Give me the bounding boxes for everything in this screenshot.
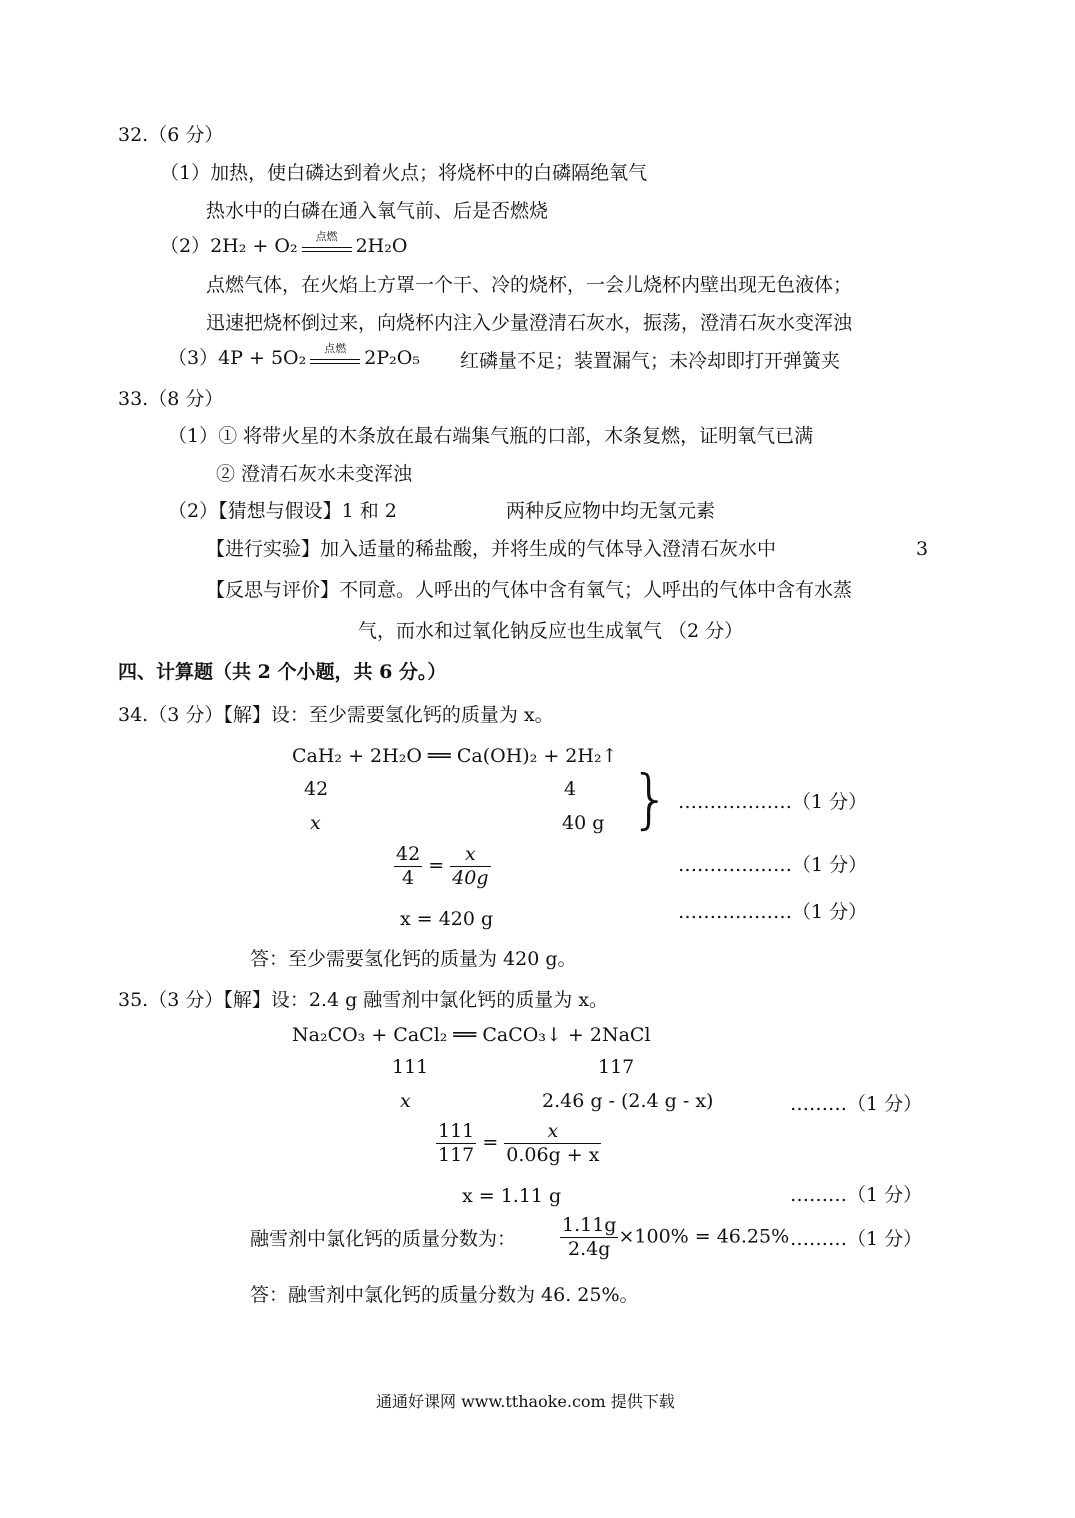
q34-header: 34.（3 分）【解】设：至少需要氢化钙的质量为 x。 (118, 704, 554, 726)
q34-score-1: ………………（1 分） (678, 791, 868, 813)
q32-part3-products: 2P₂O₅ (364, 347, 420, 369)
q35-header: 35.（3 分）【解】设：2.4 g 融雪剂中氯化钙的质量为 x。 (118, 989, 609, 1011)
numerator: 42 (396, 843, 421, 865)
q34-molar-right: 4 (564, 778, 577, 800)
q32-part3-label: （3） (168, 347, 219, 369)
q34-mass-left: x (310, 812, 321, 834)
q35-score-1: ………（1 分） (790, 1093, 923, 1115)
q33-part2-hypothesis: （2）【猜想与假设】1 和 2 (168, 500, 397, 522)
q32-header: 32.（6 分） (118, 124, 224, 146)
q32-part2-label: （2） (160, 235, 211, 257)
q34-score-3: ………………（1 分） (678, 901, 868, 923)
q35-ratio (436, 1122, 601, 1165)
denominator: 2.4g (568, 1238, 611, 1260)
q35-percentage (560, 1216, 789, 1259)
fraction-right (504, 1122, 601, 1165)
q32-part3-reasons: 红磷量不足；装置漏气；未冷却即打开弹簧夹 (460, 350, 841, 372)
numerator: 1.11g (562, 1214, 617, 1236)
equals-arrow-icon (302, 230, 352, 257)
fraction-percent (560, 1216, 618, 1259)
q32-part2-equation (160, 230, 408, 257)
q33-part1-line2: ② 澄清石灰水未变浑浊 (216, 463, 413, 485)
q34-answer: 答：至少需要氢化钙的质量为 420 g。 (250, 948, 577, 970)
q34-mass-right: 40 g (562, 812, 605, 834)
q34-result: x = 420 g (400, 908, 494, 930)
q33-part2-hypothesis-reason: 两种反应物中均无氢元素 (506, 500, 716, 522)
q32-part1-line2: 热水中的白磷在通入氧气前、后是否燃烧 (206, 200, 549, 222)
q35-mass-right: 2.46 g - (2.4 g - x) (542, 1090, 714, 1112)
q35-result: x = 1.11 g (462, 1185, 562, 1207)
numerator: 111 (438, 1120, 475, 1142)
q35-fraction-label: 融雪剂中氯化钙的质量分数为： (250, 1228, 517, 1250)
equals-arrow-icon (310, 342, 360, 369)
q35-answer: 答：融雪剂中氯化钙的质量分数为 46. 25%。 (250, 1284, 639, 1306)
q32-part2-line2: 点燃气体，在火焰上方罩一个干、冷的烧杯，一会儿烧杯内壁出现无色液体； (206, 274, 853, 296)
percentage-result: ×100% = 46.25% (618, 1225, 790, 1248)
q34-molar-left: 42 (304, 778, 329, 800)
q35-molar-right: 117 (598, 1056, 635, 1078)
denominator: 0.06g + x (506, 1144, 600, 1166)
denominator: 117 (438, 1144, 475, 1166)
q34-score-2: ………………（1 分） (678, 854, 868, 876)
q32-part1-line1: （1）加热，使白磷达到着火点；将烧杯中的白磷隔绝氧气 (160, 162, 648, 184)
q35-equation: Na₂CO₃ + CaCl₂ ══ CaCO₃↓ + 2NaCl (292, 1024, 651, 1046)
q34-ratio (394, 845, 491, 888)
q33-part2-reflection-line2: 气，而水和过氧化钠反应也生成氧气 （2 分） (358, 620, 744, 642)
q33-header: 33.（8 分） (118, 388, 224, 410)
equals-sign: = (428, 854, 445, 877)
q35-score-2: ………（1 分） (790, 1184, 923, 1206)
q33-part2-experiment: 【进行实验】加入适量的稀盐酸，并将生成的气体导入澄清石灰水中 (206, 538, 777, 560)
fraction-right (450, 845, 490, 888)
q35-mass-left: x (400, 1090, 411, 1112)
denominator: 40g (452, 867, 489, 889)
q32-part3-equation (168, 342, 420, 369)
reaction-condition: 点燃 (315, 230, 338, 243)
numerator: x (450, 845, 490, 867)
brace-icon: } (630, 763, 671, 837)
footer-credit: 通通好课网 www.tthaoke.com 提供下载 (376, 1392, 675, 1411)
q32-part3-reactants: 4P + 5O₂ (218, 347, 307, 369)
q33-part2-experiment-answer: 3 (916, 538, 929, 560)
q32-part2-reactants: 2H₂ + O₂ (210, 235, 298, 257)
equals-sign: = (482, 1131, 499, 1154)
q32-part2-products: 2H₂O (355, 235, 408, 257)
q32-part2-line3: 迅速把烧杯倒过来，向烧杯内注入少量澄清石灰水，振荡，澄清石灰水变浑浊 (206, 312, 853, 334)
numerator: x (504, 1122, 601, 1144)
section-title: 四、计算题（共 2 个小题，共 6 分。） (118, 661, 447, 683)
denominator: 4 (402, 867, 415, 889)
reaction-condition: 点燃 (324, 342, 347, 355)
fraction-left (436, 1122, 476, 1165)
q35-score-3: ………（1 分） (790, 1228, 923, 1250)
q33-part1-line1: （1）① 将带火星的木条放在最右端集气瓶的口部，木条复燃，证明氧气已满 (168, 425, 814, 447)
q33-part2-reflection-line1: 【反思与评价】不同意。人呼出的气体中含有氧气；人呼出的气体中含有水蒸 (206, 579, 853, 601)
fraction-left (394, 845, 422, 888)
q35-molar-left: 111 (392, 1056, 429, 1078)
q34-equation: CaH₂ + 2H₂O ══ Ca(OH)₂ + 2H₂↑ (292, 745, 618, 767)
